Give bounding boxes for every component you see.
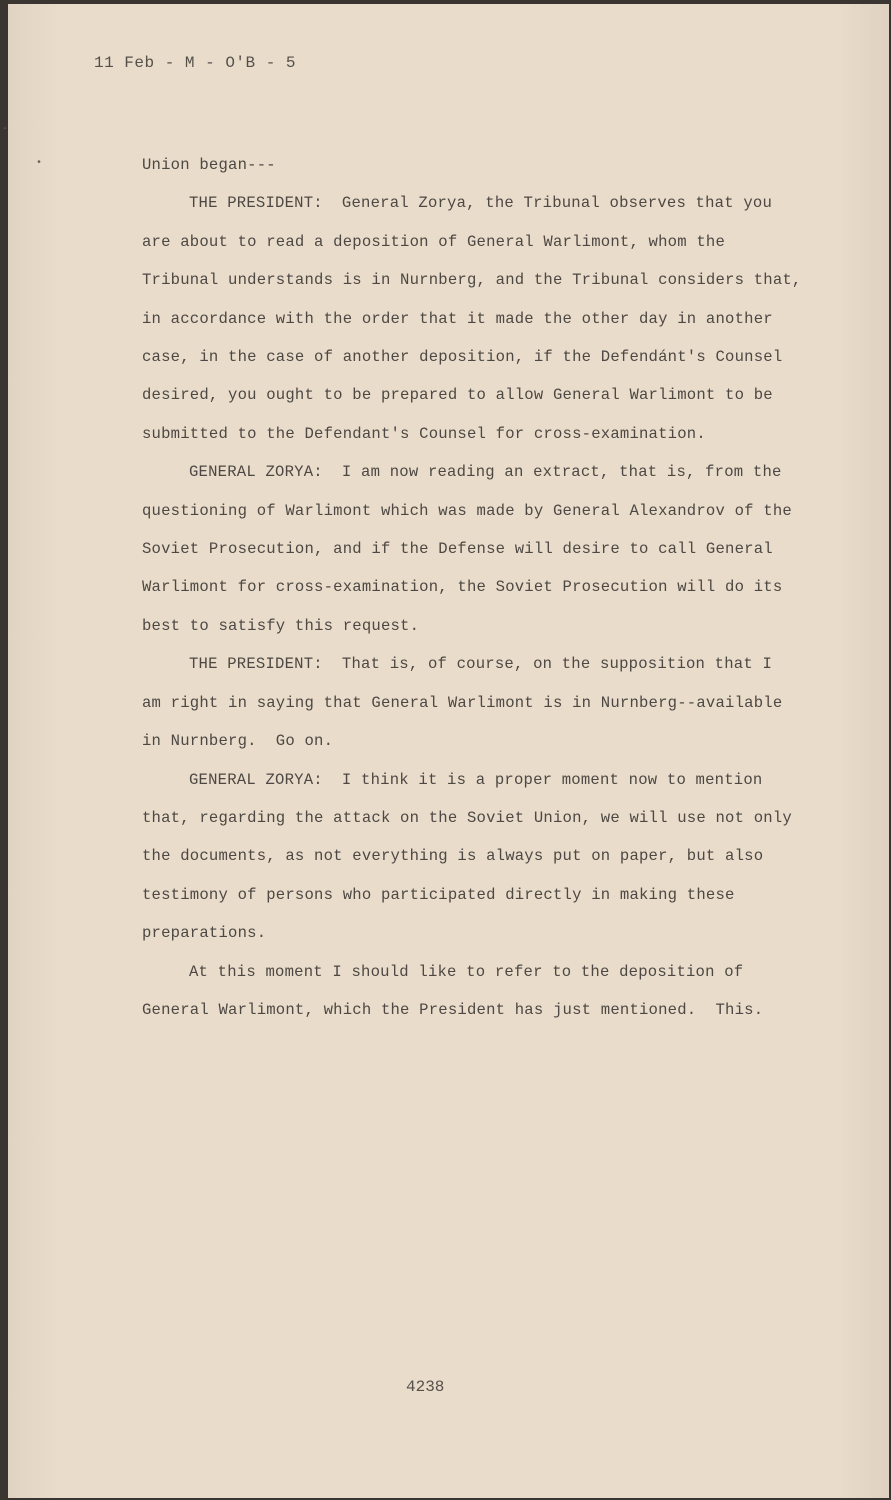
transcript-line: desired, you ought to be prepared to allow General Warlimont to be: [142, 386, 773, 405]
document-header: 11 Feb - M - O'B - 5: [94, 54, 297, 72]
transcript-line: preparations.: [142, 924, 267, 943]
transcript-line: Tribunal understands is in Nurnberg, and the Tribunal considers that,: [142, 271, 802, 290]
transcript-body: [142, 146, 822, 1029]
margin-dot: •: [36, 158, 43, 169]
transcript-line: best to satisfy this request.: [142, 616, 420, 635]
transcript-line: am right in saying that General Warlimont is in Nurnberg--available: [142, 693, 783, 712]
transcript-line: THE PRESIDENT: That is, of course, on the supposition that I: [189, 655, 773, 674]
page-number: 4238: [406, 1378, 445, 1396]
transcript-line: that, regarding the attack on the Soviet Union, we will use not only: [142, 808, 792, 827]
transcript-line: in Nurnberg. Go on.: [142, 732, 334, 751]
transcript-line: Union began---: [142, 156, 276, 174]
transcript-line: GENERAL ZORYA: I think it is a proper moment now to mention: [189, 770, 763, 789]
transcript-line: GENERAL ZORYA: I am now reading an extract, that is, from the: [189, 463, 782, 482]
transcript-line: THE PRESIDENT: General Zorya, the Tribunal observes that you: [189, 194, 773, 213]
transcript-line: are about to read a deposition of General Warlimont, whom the: [142, 232, 726, 251]
transcript-line: testimony of persons who participated directly in making these: [142, 885, 735, 904]
transcript-line: Soviet Prosecution, and if the Defense will desire to call General: [142, 540, 773, 559]
transcript-line: questioning of Warlimont which was made by General Alexandrov of the: [142, 501, 792, 520]
transcript-line: Warlimont for cross-examination, the Soviet Prosecution will do its: [142, 578, 783, 597]
transcript-line: At this moment I should like to refer to the deposition of: [189, 962, 744, 981]
document-page: [2, 4, 889, 1498]
transcript-line: the documents, as not everything is always put on paper, but also: [142, 847, 764, 866]
transcript-line: General Warlimont, which the President has just mentioned. This.: [142, 1000, 764, 1019]
transcript-line: submitted to the Defendant's Counsel for cross-examination.: [142, 424, 706, 443]
margin-mark: -: [2, 124, 9, 135]
transcript-line: case, in the case of another deposition, if the Defendánt's Counsel: [142, 348, 783, 367]
transcript-line: in accordance with the order that it made the other day in another: [142, 309, 773, 328]
